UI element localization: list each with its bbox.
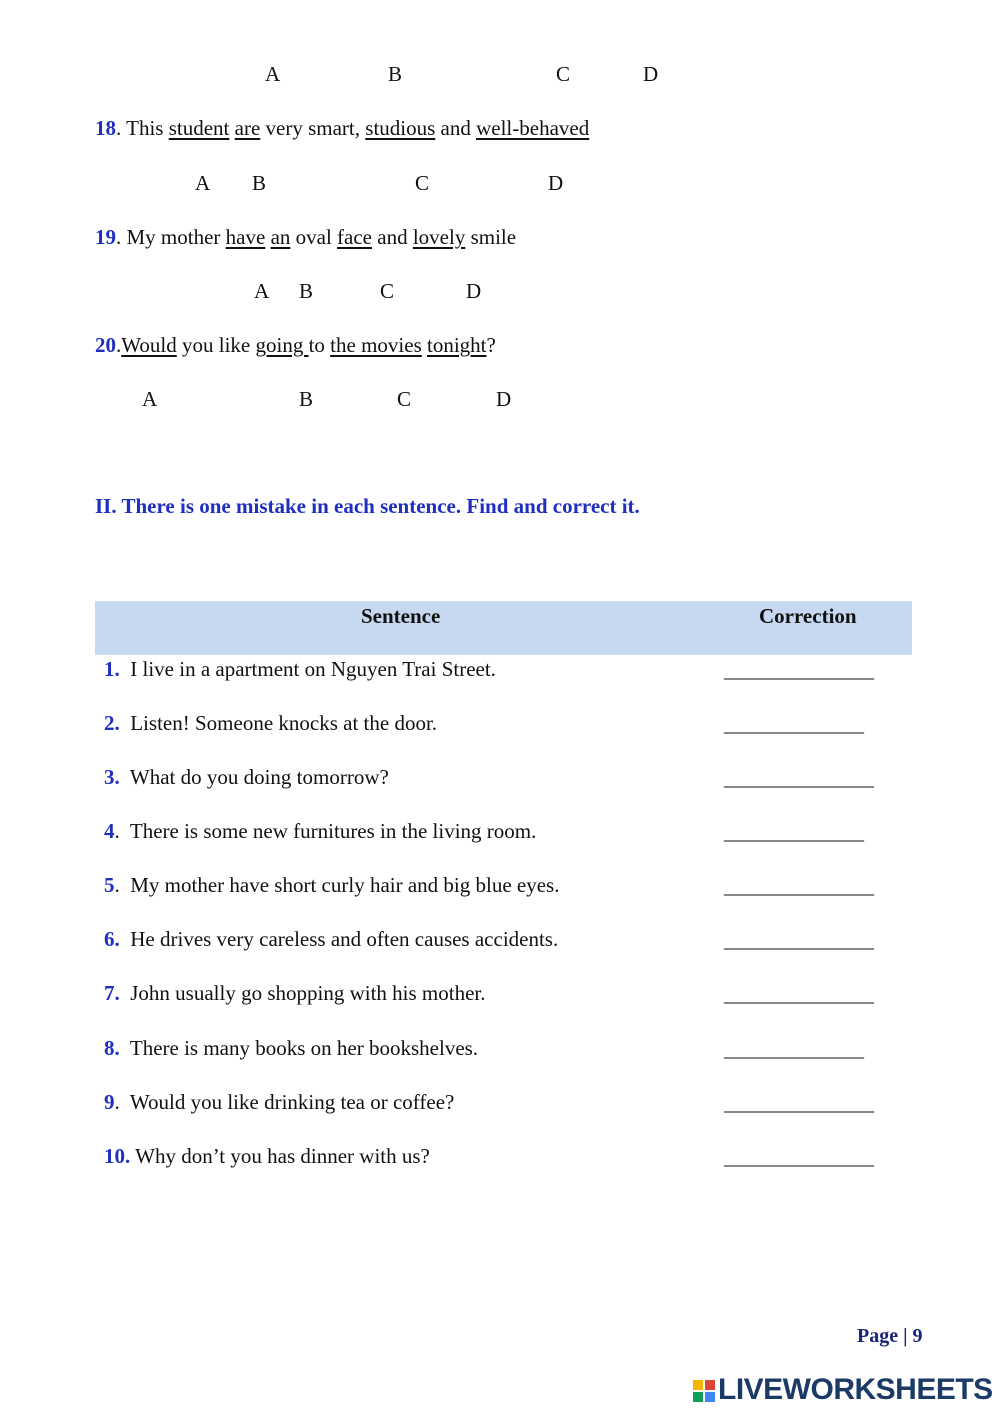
option-a: A	[265, 62, 281, 86]
option-c: C	[380, 279, 395, 303]
underlined-option-c: studious	[365, 116, 436, 140]
table-row	[104, 927, 558, 952]
underlined-option-a: Would	[121, 333, 177, 357]
column-header-sentence: Sentence	[361, 604, 441, 628]
row-sentence: He drives very careless and often causes accidents.	[130, 927, 559, 951]
sentence-part: very smart,	[260, 116, 366, 140]
underlined-option-d: tonight	[427, 333, 487, 357]
question-18	[95, 116, 589, 141]
table-row	[104, 1144, 430, 1169]
row-number: 8.	[104, 1036, 120, 1060]
underlined-option-c: face	[337, 225, 373, 249]
question-number: 18	[95, 116, 116, 140]
row-sentence: Would you like drinking tea or coffee?	[129, 1090, 455, 1114]
row-number: 1.	[104, 657, 120, 681]
underlined-option-c: the movies	[330, 333, 422, 357]
correction-blank[interactable]: _______________	[724, 984, 874, 1006]
option-b: B	[388, 62, 403, 86]
table-row: 5. My mother have short curly hair and big blue eyes.	[104, 873, 560, 897]
row-number: 5	[104, 873, 115, 897]
row-sentence: There is many books on her bookshelves.	[129, 1036, 479, 1060]
row-number: 7.	[104, 981, 120, 1005]
row-sentence: There is some new furnitures in the living room.	[129, 819, 537, 843]
row-sentence: I live in a apartment on Nguyen Trai Street.	[130, 657, 496, 681]
sentence-part: to	[308, 333, 331, 357]
option-d: D	[643, 62, 659, 86]
section-heading: II. There is one mistake in each sentence. Find and correct it.	[95, 494, 640, 518]
row-number: 2.	[104, 711, 120, 735]
correction-blank[interactable]: _______________	[724, 660, 874, 682]
correction-blank[interactable]: _______________	[724, 768, 874, 790]
option-c: C	[397, 387, 412, 411]
row-number: 6.	[104, 927, 120, 951]
table-row	[104, 657, 496, 682]
question-19	[95, 225, 516, 250]
correction-blank[interactable]: _______________	[724, 1093, 874, 1115]
option-c: C	[556, 62, 571, 86]
correction-blank[interactable]: ______________	[724, 714, 864, 736]
sentence-part: . My mother	[116, 225, 226, 249]
option-a: A	[254, 279, 270, 303]
question-number: 19	[95, 225, 116, 249]
table-row: 4. There is some new furnitures in the living room.	[104, 819, 537, 843]
sentence-part: smile	[465, 225, 517, 249]
table-row: 9. Would you like drinking tea or coffee?	[104, 1090, 455, 1114]
sentence-part: oval	[290, 225, 338, 249]
option-b: B	[299, 279, 314, 303]
sentence-part: you like	[176, 333, 256, 357]
option-a: A	[195, 171, 211, 195]
option-b: B	[299, 387, 314, 411]
correction-blank[interactable]: _______________	[724, 930, 874, 952]
row-number: 4	[104, 819, 115, 843]
correction-blank[interactable]: _______________	[724, 876, 874, 898]
sentence-part: and	[435, 116, 477, 140]
option-a: A	[142, 387, 158, 411]
underlined-option-a: have	[225, 225, 266, 249]
liveworksheets-logo[interactable]: LIVEWORKSHEETS	[718, 1373, 993, 1406]
option-b: B	[252, 171, 267, 195]
sentence-part: and	[372, 225, 413, 249]
option-d: D	[548, 171, 564, 195]
underlined-option-b: going	[255, 333, 309, 357]
row-sentence: Why don’t you has dinner with us?	[135, 1144, 430, 1168]
underlined-option-d: lovely	[412, 225, 466, 249]
option-d: D	[466, 279, 482, 303]
underlined-option-b: an	[270, 225, 291, 249]
page-number: Page | 9	[857, 1325, 923, 1347]
row-sentence: John usually go shopping with his mother.	[130, 981, 486, 1005]
table-row	[104, 981, 486, 1006]
table-row	[104, 765, 389, 790]
table-row	[104, 1036, 478, 1061]
question-number: 20	[95, 333, 116, 357]
table-header	[95, 601, 912, 655]
underlined-option-d: well-behaved	[476, 116, 590, 140]
sentence-part: .	[116, 333, 122, 357]
correction-blank[interactable]: ______________	[724, 1039, 864, 1061]
row-number: 9	[104, 1090, 115, 1114]
row-sentence: What do you doing tomorrow?	[129, 765, 389, 789]
table-row	[104, 711, 437, 736]
column-header-correction: Correction	[759, 604, 857, 628]
question-20	[95, 333, 496, 358]
row-number: 10.	[104, 1144, 131, 1168]
row-number: 3.	[104, 765, 120, 789]
row-sentence: Listen! Someone knocks at the door.	[130, 711, 438, 735]
sentence-part: ?	[486, 333, 496, 357]
underlined-option-b: are	[234, 116, 261, 140]
correction-blank[interactable]: ______________	[724, 822, 864, 844]
option-d: D	[496, 387, 512, 411]
row-sentence: My mother have short curly hair and big blue eyes.	[130, 873, 560, 897]
correction-blank[interactable]: _______________	[724, 1147, 874, 1169]
underlined-option-a: student	[168, 116, 230, 140]
option-c: C	[415, 171, 430, 195]
liveworksheets-logo-icon	[693, 1380, 715, 1402]
sentence-part: . This	[116, 116, 169, 140]
